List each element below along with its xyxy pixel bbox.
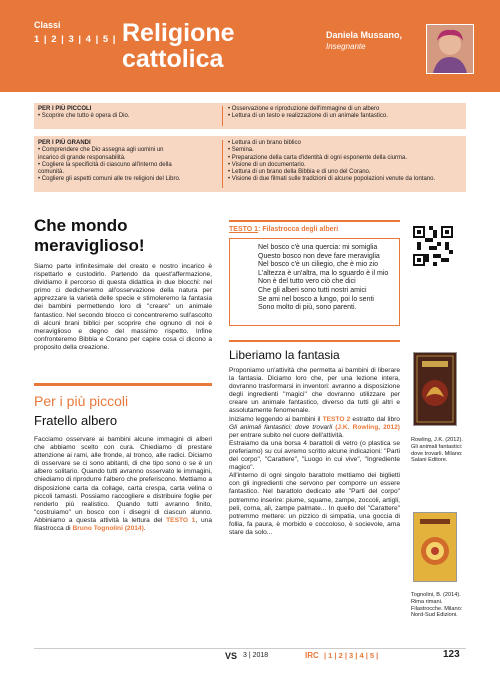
poem-line: Sono molto di più, sono parenti. bbox=[258, 304, 357, 312]
fantasia-body bbox=[229, 367, 400, 537]
fantasia-p2-start: Iniziamo leggendo ai bambini il bbox=[229, 415, 323, 423]
grandi-right-item: • Lettura di un brano biblico bbox=[228, 140, 301, 146]
piccoli-ref-mid: , una filastrocca di bbox=[34, 516, 212, 533]
piccoli-ref-end: . bbox=[143, 525, 146, 533]
book-caption-animali: Rowling, J.K. (2012). Gli animali fantastici: dove trovarli. Milano: Salani Editore. bbox=[411, 437, 463, 464]
author-role: Insegnante bbox=[326, 42, 366, 51]
intro-title-line-1: Che mondo bbox=[34, 216, 128, 235]
grandi-right-item: • Lettura di un brano della Bibbia e di uno del Corano. bbox=[228, 169, 371, 176]
section-bar bbox=[34, 383, 212, 386]
objectives-grandi-left bbox=[38, 140, 220, 184]
grandi-left-item: • Comprendere che Dio assegna agli uomini un bbox=[38, 147, 164, 154]
piccoli-right-item: • Lettura di un testo e realizzazione di un animale fantastico. bbox=[228, 113, 388, 120]
footer-rule bbox=[34, 648, 466, 649]
title-line-1: Religione bbox=[122, 19, 235, 47]
page-number: 123 bbox=[443, 649, 460, 660]
objectives-piccoli-right bbox=[228, 106, 464, 121]
irc-label: IRC bbox=[305, 651, 319, 660]
poem-line: Non è del tutto vero ciò che dici bbox=[258, 278, 356, 286]
book-title: Gli animali fantastici: dove trovarli bbox=[229, 423, 333, 431]
testo1-bar bbox=[229, 220, 400, 222]
poem-box bbox=[229, 238, 400, 326]
testo1-link[interactable]: TESTO 1 bbox=[166, 516, 196, 524]
section-piccoli-title: Per i più piccoli bbox=[34, 393, 129, 409]
objectives-grandi-right bbox=[228, 140, 464, 184]
testo1-label: TESTO 1 bbox=[229, 226, 259, 233]
piccoli-body bbox=[34, 436, 212, 533]
fantasia-p3: Estraiamo da una borsa 4 barattoli di vetro (o plastica se preferiamo) su cui avremo scritto alcune indicazioni: "Parti del corpo", "Carattere", "Luogo in cui vive", "Ingrediente magico". bbox=[229, 439, 400, 472]
poem-line: Se ami nel bosco a lungo, poi lo senti bbox=[258, 295, 374, 303]
piccoli-left-item: • Scoprire che tutto è opera di Dio. bbox=[38, 113, 130, 120]
testo1-title: : Filastrocca degli alberi bbox=[258, 226, 339, 233]
testo2-link[interactable]: TESTO 2 bbox=[322, 415, 351, 423]
grandi-left-item: comunità. bbox=[38, 169, 65, 176]
book-cover-animali bbox=[413, 352, 457, 426]
book-ref: (J.K. Rowling, 2012) bbox=[332, 423, 401, 431]
footer-classes: | 1 | 2 | 3 | 4 | 5 | bbox=[324, 651, 379, 660]
book-caption-rima: Tognolini, B. (2014). Rima rimani. Filastrocche. Milano: Nord-Sud Edizioni. bbox=[411, 592, 463, 619]
poem-line: Che gli alberi sono tutti nostri amici bbox=[258, 286, 367, 294]
divider bbox=[222, 140, 223, 188]
book-cover-rima bbox=[413, 512, 457, 582]
grandi-right-item: • Visione di un documentario. bbox=[228, 161, 306, 168]
magazine-logo: VS bbox=[225, 651, 238, 661]
fantasia-p2 bbox=[229, 416, 400, 440]
intro-title-line-2: meraviglioso! bbox=[34, 236, 145, 255]
class-numbers: 1 | 2 | 3 | 4 | 5 | bbox=[34, 34, 117, 45]
issue-number: 3 | 2018 bbox=[243, 652, 269, 659]
grandi-left-item: • Cogliere la specificità di ciascuno all'interno della bbox=[38, 161, 172, 168]
fantasia-bar bbox=[229, 340, 400, 342]
intro-body: Siamo parte infinitesimale del creato e nostro incarico è rispettarlo e custodirlo. Partendo da quest'affermazione, dividiamo il percorso di questa didattica in due blocchi: nel primo ci dedicheremo all'osservazione della natura per apprezzare la varietà delle specie e stimoleremo la fantasia dei bambini permettendo loro di "creare" un animale fantastico. Nel secondo blocco ci concentreremo sull'ascolto di alcuni brani biblici per scoprire che ognuno di noi è meraviglioso e degno del massimo rispetto. Infine confronteremo Bibbia e Corano per capire cosa ci dicono a proposito della creazione. bbox=[34, 263, 212, 351]
fantasia-p2-end: per entrare subito nel cuore dell'attività. bbox=[229, 431, 344, 439]
author-name: Daniela Mussano, bbox=[326, 30, 403, 40]
page-title bbox=[122, 20, 282, 72]
author-ref: Bruno Tognolini (2014) bbox=[72, 525, 144, 533]
testo1-heading bbox=[229, 226, 338, 233]
poem-line: L'altezza è un'altra, ma lo sguardo è il mio bbox=[258, 269, 389, 277]
grandi-heading: PER I PIÙ GRANDI bbox=[38, 140, 91, 146]
objectives-piccoli-left bbox=[38, 106, 218, 121]
fantasia-p1: Proponiamo un'attività che permetta ai bambini di liberare la fantasia. Diciamo loro che, per una lezione intera, dovranno trasformarsi in inventori: avranno a disposizione degli ingredienti "magici" che dovranno utilizzare per creare un animale fantastico, diverso da tutti gli altri e assolutamente fenomenale. bbox=[229, 367, 400, 415]
grandi-left-item: incarico di grande responsabilità. bbox=[38, 154, 126, 161]
fantasia-title: Liberiamo la fantasia bbox=[229, 348, 340, 362]
fantasia-p2-mid: estratto dal libro bbox=[350, 415, 400, 423]
piccoli-heading: PER I PIÙ PICCOLI bbox=[38, 106, 92, 112]
grandi-right-item: • Visione di due filmati sulle tradizioni di alcune popolazioni venute da lontano. bbox=[228, 176, 436, 183]
title-line-2: cattolica bbox=[122, 45, 224, 73]
grandi-right-item: • Preparazione della carta d'identità di ogni esponente della ciurma. bbox=[228, 154, 408, 161]
intro-title bbox=[34, 216, 145, 256]
divider bbox=[222, 106, 223, 126]
grandi-right-item: • Semina. bbox=[228, 147, 254, 154]
piccoli-right-item: • Osservazione e riproduzione dell'immagine di un albero bbox=[228, 106, 380, 112]
classi-label: Classi bbox=[34, 20, 61, 30]
poem-line: Nel bosco c'è un ciliegio, che è mio zio bbox=[258, 261, 379, 269]
fantasia-p4: All'interno di ogni singolo barattolo mettiamo dei biglietti con gli ingredienti che servono per comporre un essere fantastico. Nel barattolo dedicato alle "Parti del corpo" potremmo inserire: piume, squame, zampe, zoccoli, artigli, peli, corna, ali, zampe palmate... In quello del "Carattere" potremmo mettere: un pizzico di simpatia, una goccia di follia, fa paura, è morbido e coccoloso, è socievole, ama stare da solo... bbox=[229, 472, 400, 536]
grandi-left-item: • Cogliere gli aspetti comuni alle tre religioni del Libro. bbox=[38, 176, 181, 183]
qr-code-icon[interactable] bbox=[413, 226, 453, 266]
poem-line: Nel bosco c'è una quercia: mi somiglia bbox=[258, 244, 378, 251]
poem-line: Questo bosco non deve fare meraviglia bbox=[258, 252, 380, 260]
author-photo bbox=[426, 24, 474, 74]
piccoli-ref-prefix: Abbiniamo a questa attività la lettura del bbox=[34, 516, 167, 524]
section-piccoli-subtitle: Fratello albero bbox=[34, 413, 118, 428]
piccoli-body-text: Facciamo osservare ai bambini alcune immagini di alberi che abbiamo scelto con cura. Chiediamo di prestare attenzione ai rami, alle fronde, al tronco, alle radici. Diciamo di osservare se ci sono abitanti, di che tipo sono o se è un albero solitario. Quando tutti avranno osservato le immagini, chiediamo di riprodurre l'albero che preferiscono. Mettiamo a disposizione carta da collage, carta crespa, carta velina o piccoli tamasti. Possiamo raccogliere e distribuire foglie per renderlo più realistico. Quando tutti avranno finito, "costruiamo" un bosco con i disegni di ciascun alunno. bbox=[34, 436, 212, 516]
